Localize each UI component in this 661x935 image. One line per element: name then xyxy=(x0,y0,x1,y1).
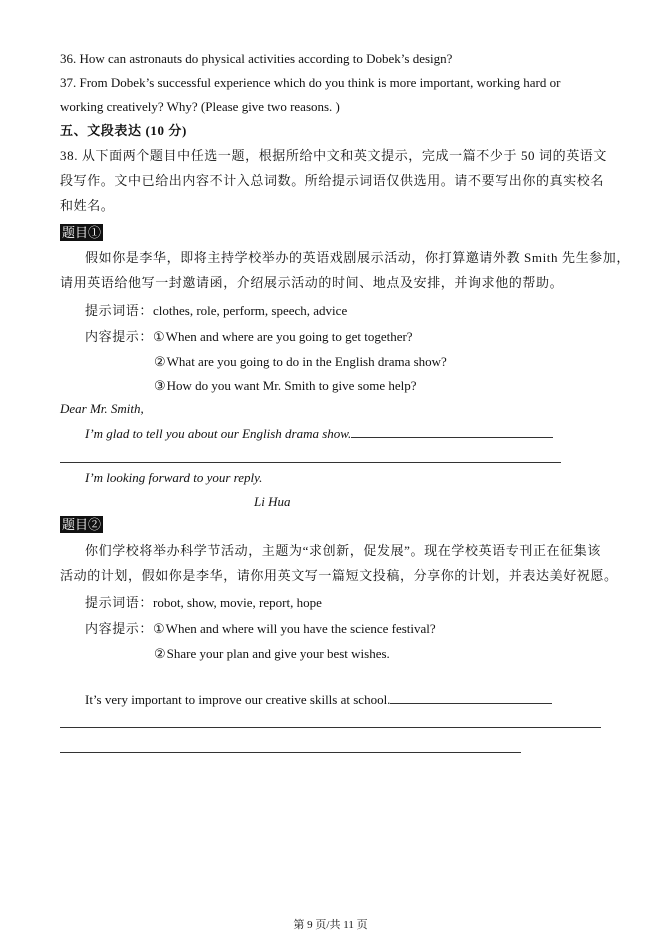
topic2-label xyxy=(60,516,103,534)
topic1-signature: Li Hua xyxy=(254,494,291,509)
topic1-hints-label: 内容提示： xyxy=(85,329,154,344)
topic1-hint3-row xyxy=(154,377,417,395)
topic2-label-box: 题目② xyxy=(62,517,102,532)
question-36: 36. How can astronauts do physical activities according to Dobek’s design? xyxy=(60,51,453,66)
topic2-words-row xyxy=(85,594,322,612)
topic1-hint3: How do you want Mr. Smith to give some help? xyxy=(166,378,417,393)
page-footer: 第 9 页/共 11 页 xyxy=(293,919,368,931)
topic2-hint1-number: ① xyxy=(153,621,165,636)
topic1-words-row xyxy=(85,302,347,320)
topic2-words-label: 提示词语： xyxy=(85,595,154,610)
question-38-line1: 38. 从下面两个题目中任选一题，根据所给中文和英文提示，完成一篇不少于 50 词的英语文 xyxy=(60,148,608,163)
topic2-opening: It’s very important to improve our creative skills at school. xyxy=(85,692,391,707)
topic2-hint1: When and where will you have the science festival? xyxy=(165,621,436,636)
topic2-opening-row xyxy=(85,691,552,709)
answer-line xyxy=(60,462,561,463)
topic1-words-label: 提示词语： xyxy=(85,303,154,318)
topic2-hints-row xyxy=(85,620,436,638)
answer-blank xyxy=(351,425,553,438)
topic2-intro-line2: 活动的计划，假如你是李华，请你用英文写一篇短文投稿，分享你的计划，并表达美好祝愿。 xyxy=(60,568,618,583)
topic2-hint2-number: ② xyxy=(154,646,166,661)
topic1-label-box: 题目① xyxy=(62,225,102,240)
answer-line xyxy=(60,727,601,728)
topic1-opening-row xyxy=(85,425,553,443)
topic1-greeting: Dear Mr. Smith, xyxy=(60,401,144,416)
topic2-intro-line1: 你们学校将举办科学节活动，主题为“求创新，促发展”。现在学校英语专刊正在征集该 xyxy=(85,543,601,558)
question-38-line2: 段写作。文中已给出内容不计入总词数。所给提示词语仅供选用。请不要写出你的真实校名 xyxy=(60,173,605,188)
topic1-hint2-number: ② xyxy=(154,354,166,369)
topic1-hints-row xyxy=(85,328,413,346)
topic2-hint2: Share your plan and give your best wishes. xyxy=(166,646,390,661)
answer-blank xyxy=(390,691,552,704)
topic2-hints-label: 内容提示： xyxy=(85,621,154,636)
topic1-hint2-row xyxy=(154,353,447,371)
topic1-hint2: What are you going to do in the English drama show? xyxy=(166,354,447,369)
question-37-line1: 37. From Dobek’s successful experience which do you think is more important, working hard or xyxy=(60,75,561,90)
topic1-intro-line2: 请用英语给他写一封邀请函，介绍展示活动的时间、地点及安排，并询求他的帮助。 xyxy=(60,275,564,290)
section-title: 五、文段表达 (10 分) xyxy=(60,123,187,138)
topic1-words: clothes, role, perform, speech, advice xyxy=(153,303,348,318)
topic1-closing: I’m looking forward to your reply. xyxy=(85,470,263,485)
topic1-opening: I’m glad to tell you about our English drama show. xyxy=(85,426,352,441)
question-37-line2: working creatively? Why? (Please give two reasons. ) xyxy=(60,99,340,114)
topic2-hint2-row xyxy=(154,645,390,663)
topic1-hint3-number: ③ xyxy=(154,378,166,393)
answer-line xyxy=(60,752,521,753)
topic1-intro-line1: 假如你是李华，即将主持学校举办的英语戏剧展示活动，你打算邀请外教 Smith 先生参加， xyxy=(85,250,630,265)
question-38-line3: 和姓名。 xyxy=(60,198,115,213)
topic1-hint1-number: ① xyxy=(153,329,165,344)
topic2-words: robot, show, movie, report, hope xyxy=(153,595,322,610)
topic1-hint1: When and where are you going to get together? xyxy=(165,329,413,344)
topic1-label xyxy=(60,224,103,242)
